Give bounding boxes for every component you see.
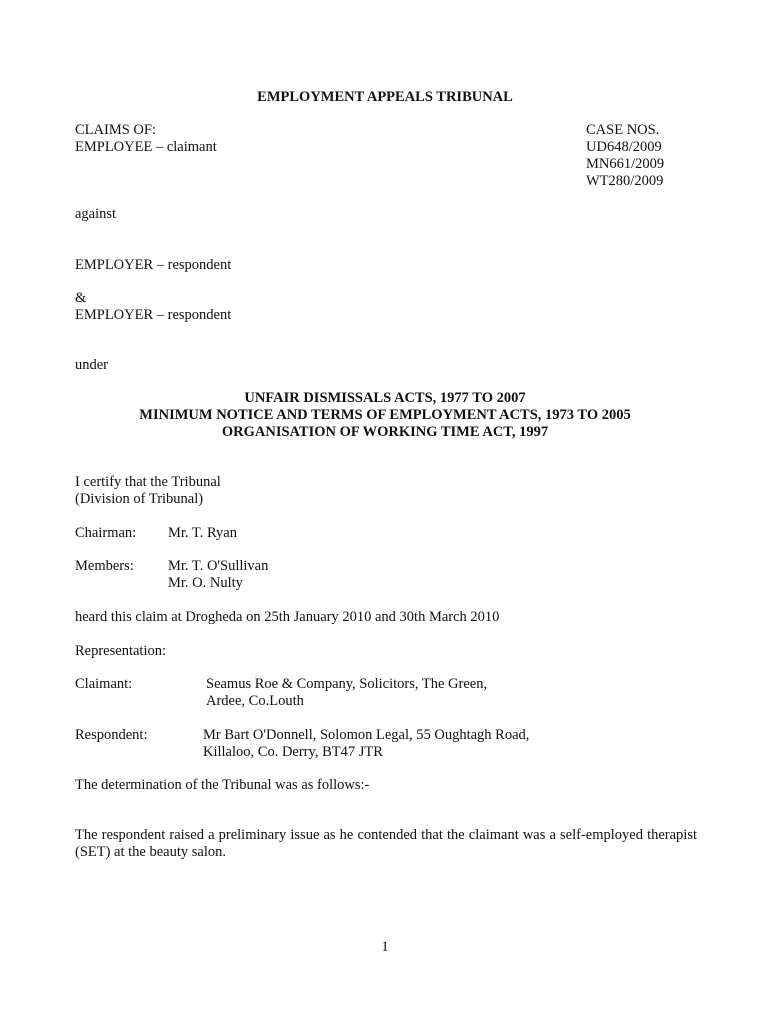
determination-intro: The determination of the Tribunal was as follows:- (75, 777, 370, 793)
representation-label: Representation: (75, 643, 167, 659)
claimant-label: Claimant: (75, 676, 133, 692)
certify-line: (Division of Tribunal) (75, 491, 204, 507)
employer-respondent-1: EMPLOYER – respondent (75, 257, 232, 273)
case-number: WT280/2009 (586, 173, 664, 189)
address-line: Ardee, Co.Louth (206, 693, 304, 709)
act-title: MINIMUM NOTICE AND TERMS OF EMPLOYMENT ACTS, 1973 TO 2005 (139, 407, 631, 423)
employee-claimant: EMPLOYEE – claimant (75, 139, 217, 155)
claimant-representative (206, 676, 487, 710)
chairman-label: Chairman: (75, 525, 137, 541)
certify-line: I certify that the Tribunal (75, 474, 221, 490)
employer-respondent-2: EMPLOYER – respondent (75, 307, 232, 323)
act-title: UNFAIR DISMISSALS ACTS, 1977 TO 2007 (244, 390, 526, 406)
members-label: Members: (75, 558, 134, 574)
ampersand: & (75, 290, 87, 306)
act-title: ORGANISATION OF WORKING TIME ACT, 1997 (221, 424, 549, 440)
case-numbers (586, 139, 664, 190)
members-list (168, 558, 268, 592)
respondent-label: Respondent: (75, 727, 148, 743)
certify-text (75, 474, 221, 508)
member-name: Mr. O. Nulty (168, 575, 243, 591)
member-name: Mr. T. O'Sullivan (168, 558, 269, 574)
address-line: Mr Bart O'Donnell, Solomon Legal, 55 Oughtagh Road, (203, 727, 530, 743)
address-line: Killaloo, Co. Derry, BT47 JTR (203, 744, 383, 760)
document-title: EMPLOYMENT APPEALS TRIBUNAL (257, 89, 513, 105)
heard-statement: heard this claim at Drogheda on 25th January 2010 and 30th March 2010 (75, 609, 500, 625)
against-text: against (75, 206, 117, 222)
case-nos-label: CASE NOS. (586, 122, 660, 138)
chairman-name: Mr. T. Ryan (168, 525, 237, 541)
case-number: MN661/2009 (586, 156, 665, 172)
acts-heading (0, 390, 770, 441)
body-paragraph: The respondent raised a preliminary issue as he contended that the claimant was a self-employed therapist (SET) at the beauty salon. (75, 827, 697, 860)
page-number: 1 (381, 939, 389, 955)
claims-of-label: CLAIMS OF: (75, 122, 156, 138)
respondent-representative (203, 727, 529, 761)
address-line: Seamus Roe & Company, Solicitors, The Green, (206, 676, 488, 692)
case-number: UD648/2009 (586, 139, 662, 155)
under-text: under (75, 357, 109, 373)
